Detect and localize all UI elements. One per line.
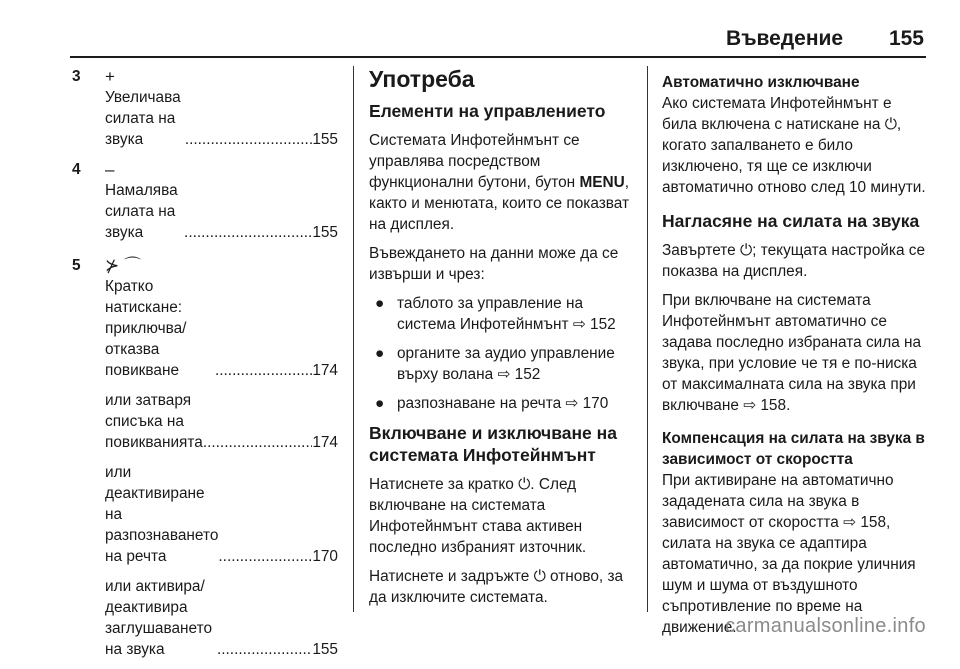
plus-icon: + — [105, 67, 115, 86]
toc-item — [105, 462, 338, 567]
column-divider — [647, 66, 648, 612]
toc-text: Намалява силата на звука — [105, 182, 178, 241]
watermark: carmanualsonline.info — [725, 615, 926, 637]
toc-page: 174 — [312, 362, 338, 379]
column-divider — [353, 66, 354, 612]
column-middle — [369, 66, 633, 616]
toc-item — [105, 276, 338, 381]
toc-page: 155 — [312, 641, 338, 658]
list-item: ● органите за аудио управление върху волана ⇨ 152 — [375, 345, 615, 383]
page-title: Въведение — [726, 27, 844, 50]
paragraph: Ако системата Инфотейнмънт е била включена с натискане на ⏻, когато запалването е било изключено, тя ще се изключи автоматично отново след 10 минути. — [662, 95, 926, 196]
toc-text: Кратко натискане: приключва/отказва повикване — [105, 278, 187, 379]
section-heading: Употреба — [369, 66, 475, 92]
entry-number: 4 — [72, 161, 81, 178]
subsection-heading: Елементи на управлението — [369, 101, 606, 121]
paragraph: Натиснете за кратко ⏻. След включване на системата Инфотейнмънт става активен последно избраният източник. — [369, 476, 587, 556]
subsection-heading: Включване и изключване на системата Инфотейнмънт — [369, 423, 617, 465]
column-right — [662, 72, 930, 646]
entry-number: 3 — [72, 68, 81, 85]
header-rule — [70, 56, 926, 58]
control-entry — [72, 66, 338, 87]
control-entry — [72, 159, 338, 180]
subsection-heading: Нагласяне на силата на звука — [662, 211, 920, 231]
reference-arrow-icon: ⇨ — [743, 397, 757, 414]
minor-heading: Компенсация на силата на звука в зависимост от скоростта — [662, 430, 925, 468]
toc-page: 170 — [312, 548, 338, 565]
toc-item — [105, 390, 338, 453]
toc-page: 155 — [312, 224, 338, 241]
paragraph: Системата Инфотейнмънт се управлява посредством функционални бутони, бутон MENU, както и менютата, които се показват на дисплея. — [369, 132, 630, 233]
toc-page: 174 — [312, 434, 338, 451]
page-reference: 152 — [514, 366, 541, 383]
mute-phone-icon: ⊁ ⌒ — [105, 256, 141, 275]
minor-heading: Автоматично изключване — [662, 74, 860, 91]
page-reference: 158 — [760, 397, 787, 414]
list-item: ● таблото за управление на система Инфотейнмънт ⇨ 152 — [375, 295, 616, 333]
reference-arrow-icon: ⇨ — [572, 316, 586, 333]
control-entry — [72, 255, 338, 276]
page-number: 155 — [888, 27, 924, 50]
reference-arrow-icon: ⇨ — [497, 366, 511, 383]
toc-item — [105, 180, 338, 243]
paragraph: Въвеждането на данни може да се извърши и чрез: — [369, 245, 619, 283]
minus-icon: – — [105, 160, 115, 179]
toc-item — [105, 576, 338, 660]
toc-text: или активира/ деактивира заглушаването на звука — [105, 578, 213, 658]
page-reference: 158 — [860, 514, 887, 531]
paragraph: Завъртете ⏻; текущата настройка се показва на дисплея. — [662, 242, 926, 280]
toc-item — [105, 87, 338, 150]
paragraph: При активиране на автоматично зададената сила на звука в зависимост от скоростта ⇨ 158, силата на звука се адаптира автоматично, за да покрие уличния шум и шума от въздушното съпротивление по време на движение. — [662, 472, 916, 636]
toc-text: или затваря списъка на повикванията — [105, 392, 203, 451]
toc-page: 155 — [312, 131, 338, 148]
page-reference: 170 — [582, 395, 609, 412]
reference-arrow-icon: ⇨ — [565, 395, 579, 412]
list-item: ● разпознаване на речта ⇨ 170 — [375, 395, 609, 412]
toc-text: или деактивиране на разпознаването на речта — [105, 464, 219, 565]
paragraph: При включване на системата Инфотейнмънт автоматично се задава последно избраната сила на звука, при условие че тя е по-ниска от максималната сила на звука при включване ⇨ 158. — [662, 292, 922, 414]
page-reference: 152 — [590, 316, 616, 333]
entry-number: 5 — [72, 257, 81, 274]
column-left — [72, 66, 338, 669]
menu-button-label: MENU — [579, 174, 625, 191]
paragraph: Натиснете и задръжте ⏻ отново, за да изключите системата. — [369, 568, 624, 606]
page-header — [726, 27, 924, 51]
reference-arrow-icon: ⇨ — [843, 514, 857, 531]
toc-text: Увеличава силата на звука — [105, 89, 181, 148]
